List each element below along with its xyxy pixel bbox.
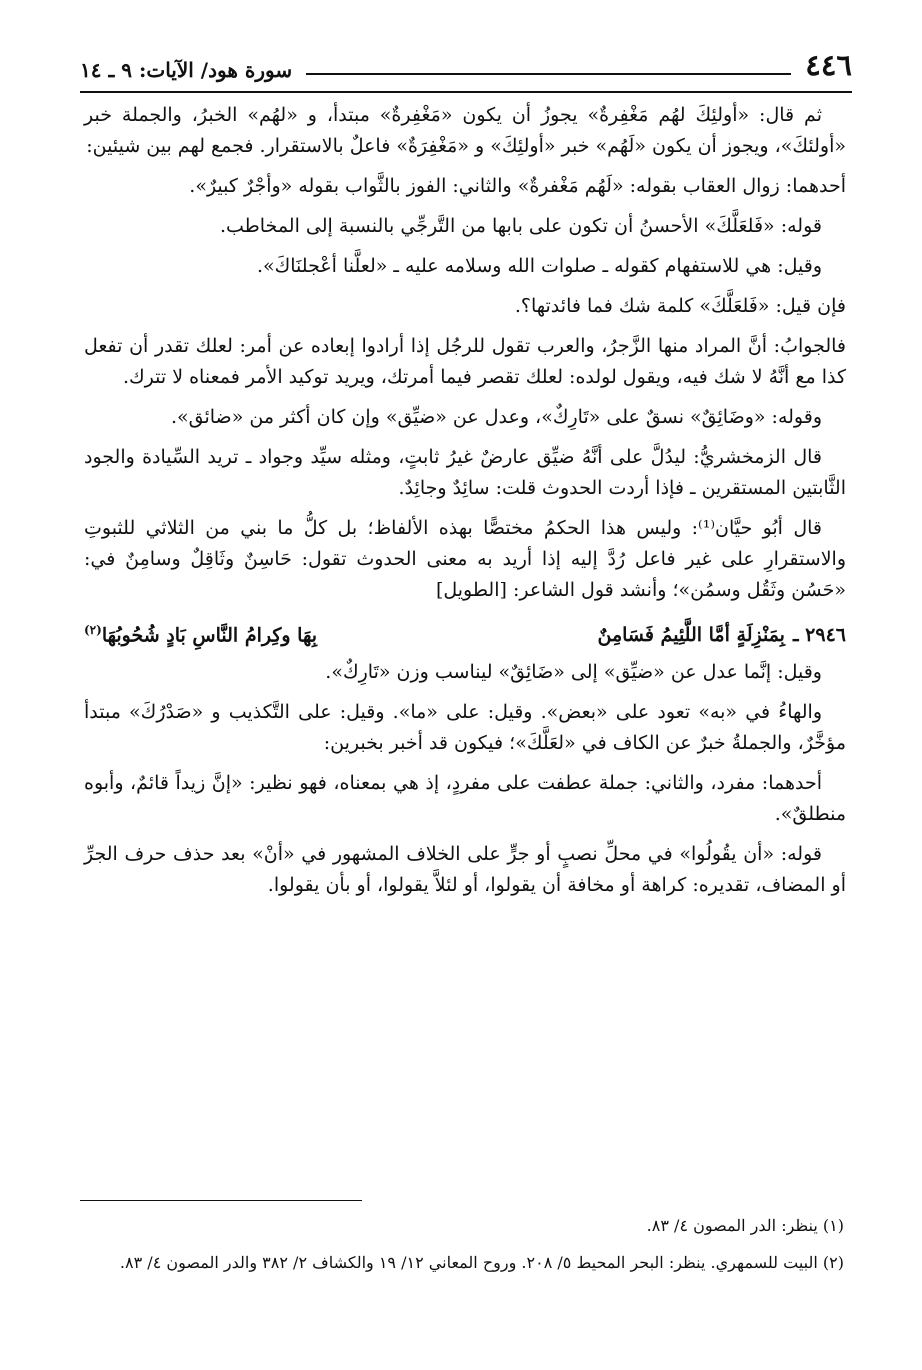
header-rule [80,91,852,93]
footnotes [84,1212,844,1286]
paragraph: قال أبُو حيَّان⁽¹⁾: وليس هذا الحكمُ مختصًّا بهذه الألفاظ؛ بل كلُّ ما بني من الثلاثي للثبوتِ والاستقرارِ على غير فاعل رُدَّ إليه إذا أريد به معنى الحدوث تقول: حَاسِنٌ وثَاقِلٌ وسامِنٌ في: «حَسُن وثَقُل وسمُن»؛ وأنشد قول الشاعر: [الطويل] [84,517,846,601]
paragraph: قوله: «أن يقُولُوا» في محلِّ نصبٍ أو جرٍّ على الخلاف المشهور في «أنْ» بعد حذف حرف الجرِّ أو المضاف، تقديره: كراهة أو مخافة أن يقولوا، أو لئلاَّ يقولوا، أو بأن يقولوا. [84,843,846,897]
verse-hemistich-second [84,615,435,651]
verse-hemistich-second-text: بِهَا وكِرامُ النَّاسِ بَادٍ شُحُوبُهَا [101,624,318,647]
page-number: ٤٤٦ [805,48,852,82]
footnote-ref: (٢) [83,623,102,637]
paragraph: فإن قيل: «فَلعَلَّكَ» كلمة شك فما فائدتها؟. [514,295,846,317]
running-title: سورة هود/ الآيات: ٩ ـ ١٤ [80,58,293,82]
paragraph: وقيل: إنَّما عدل عن «ضيِّق» إلى «ضَائِقٌ» ليناسب وزن «تَارِكٌ». [325,661,822,684]
paragraph: وقوله: «وضَائِقٌ» نسقٌ على «تَارِكٌ»، وعدل عن «ضيِّق» وإن كان أكثر من «ضائق». [170,406,822,428]
page-header [80,46,852,92]
footnote: (١) ينظر: الدر المصون ٤/ ٨٣. [646,1216,844,1235]
paragraph: وقيل: هي للاستفهام كقوله ـ صلوات الله وسلامه عليه ـ «لعلَّنا أعْجلنَاكَ». [256,255,822,277]
paragraph: قوله: «فَلعَلَّكَ» الأحسنُ أن تكون على بابها من التَّرجِّي بالنسبة إلى المخاطب. [219,215,822,237]
footnote-divider [80,1200,362,1201]
paragraph: ثم قال: «أولئِكَ لهُم مَغْفِرةٌ» يجوزُ أن يكون «مَغْفِرةٌ» مبتدأ، و «لهُم» الخبرُ، والجملة خبر «أولئكَ»، ويجوز أن يكون «لَهُم» خبر «أولئِكَ» و «مَغْفِرَةٌ» فاعلٌ بالاستقرار. فجمع لهم بين شيئين: [84,104,846,157]
paragraph: أحدهما: مفرد، والثاني: جملة عطفت على مفردٍ، إذ هي بمعناه، فهو نظير: «إنَّ زيداً قائمٌ، وأبوه منطلقٌ». [84,772,846,826]
header-line [306,73,791,75]
paragraph: فالجوابُ: أنَّ المراد منها الزَّجرُ، والعرب تقول للرجُل إذا أرادوا إبعاده عن أمر: لعلك تقدر أن تفعل كذا مع أنَّهُ لا شك فيه، ويقول لولده: لعلك تقصر فيما أمرتك، ويريد توكيد الأمر فمعناه لا تترك. [84,335,846,388]
poetry-verse [84,615,846,651]
verse-number: ٢٩٤٦ ـ [792,624,846,647]
paragraph: والهاءُ في «به» تعود على «بعض». وقيل: على «ما». وقيل: على التَّكذيب و «صَدْرُكَ» مبتدأ مؤخَّرٌ، والجملةُ خبرٌ عن الكاف في «لعَلَّكَ»؛ فيكون قد أخبر بخبرين: [84,701,846,755]
verse-hemistich-first: بِمَنْزِلَةٍ أمَّا اللَّئِيمُ فَسَامِنٌ [597,624,785,647]
paragraph: قال الزمخشريُّ: ليدُلَّ على أنَّهُ ضيِّق عارضٌ غيرُ ثابتٍ، ومثله سيِّد وجواد ـ تريد السِّيادة والجود الثَّابتين المستقرين ـ فإذا أردت الحدوث قلت: سائِدٌ وجائِدٌ. [84,446,846,499]
main-text [84,100,846,910]
footnote: (٢) البيت للسمهري. ينظر: البحر المحيط ٥/ ٢٠٨. وروح المعاني ١٢/ ١٩ والكشاف ٢/ ٣٨٢ والدر المصون ٤/ ٨٣. [119,1253,844,1272]
paragraph: أحدهما: زوال العقاب بقوله: «لَهُم مَغْفرةٌ» والثاني: الفوز بالثَّواب بقوله «وأجْرٌ كبيرٌ». [189,175,846,197]
